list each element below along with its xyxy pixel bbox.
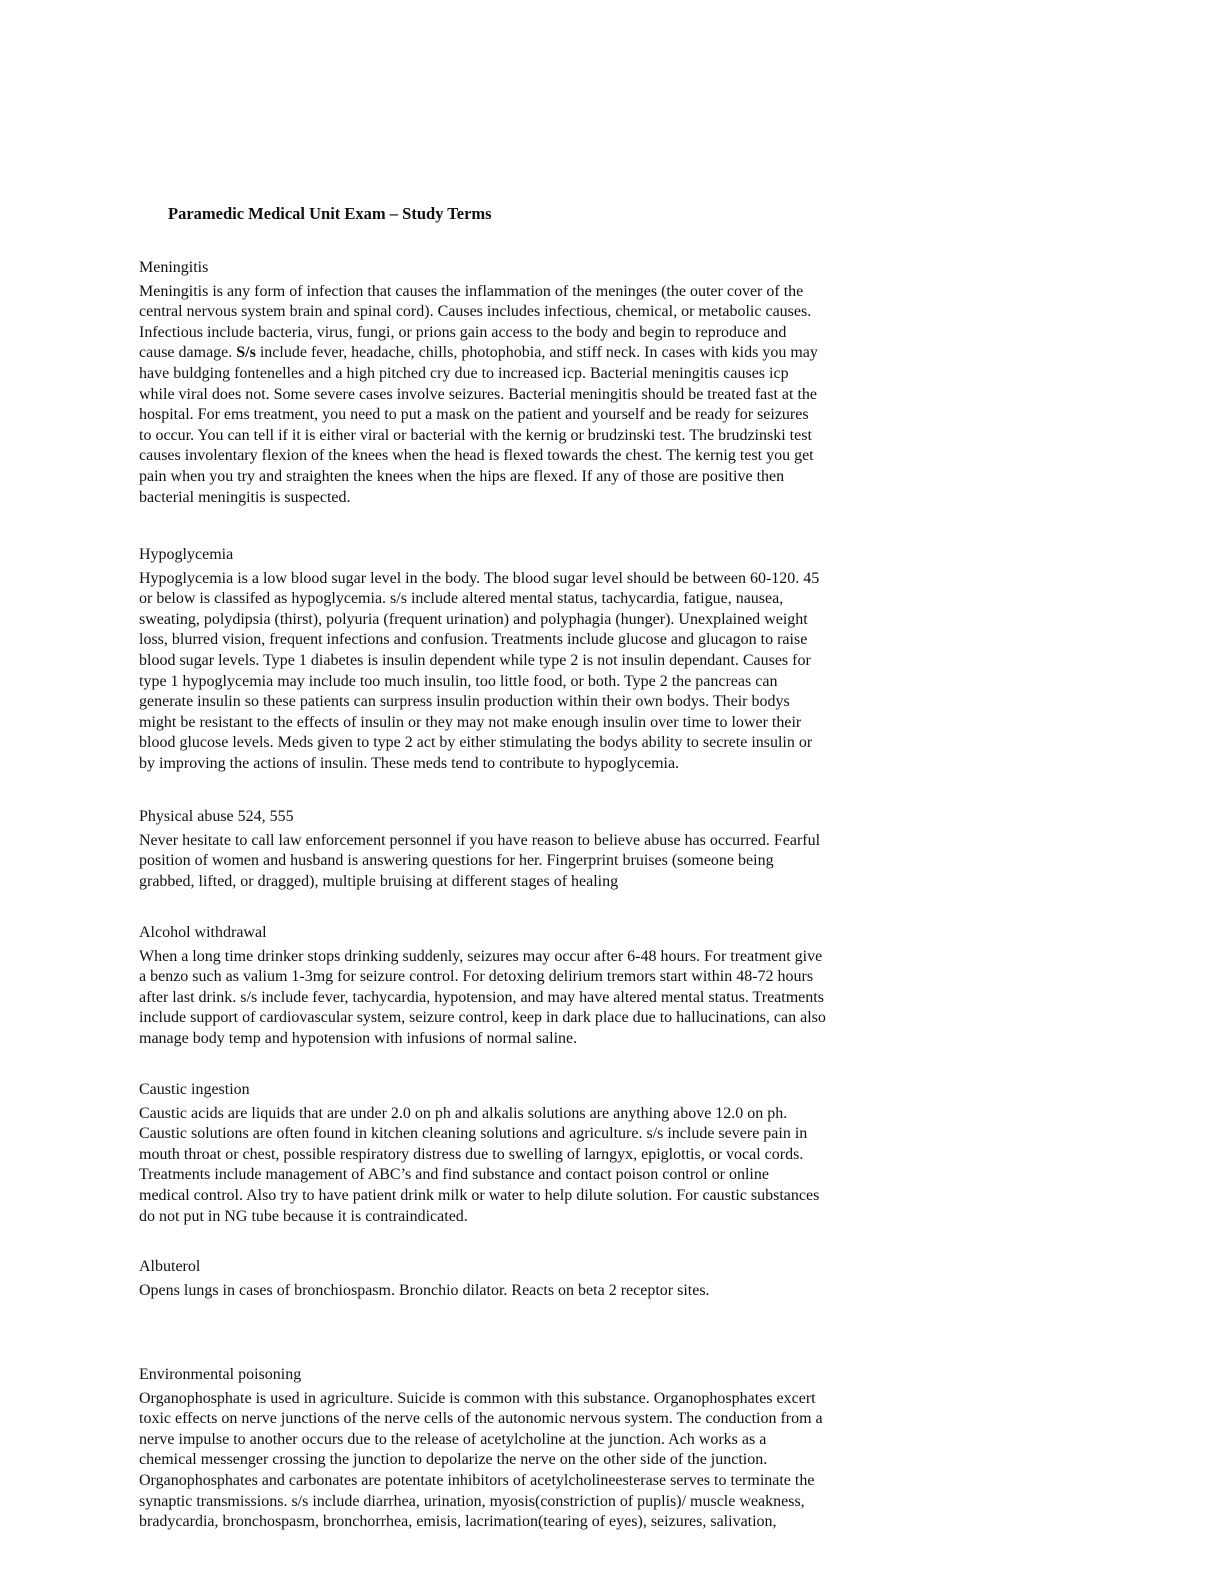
paragraph-line: When a long time drinker stops drinking suddenly, seizures may occur after 6-48 hours. For treatment give [139, 947, 823, 965]
paragraph-line: by improving the actions of insulin. These meds tend to contribute to hypoglycemia. [139, 754, 680, 772]
paragraph-line: hospital. For ems treatment, you need to put a mask on the patient and yourself and be ready for seizures [139, 406, 809, 424]
paragraph-line: generate insulin so these patients can surpress insulin production within their own bodys. Their bodys [139, 693, 790, 711]
paragraph-line: after last drink. s/s include fever, tachycardia, hypotension, and may have altered mental status. Treatments [139, 988, 824, 1006]
paragraph-line: nerve impulse to another occurs due to the release of acetylcholine at the junction. Ach works as a [139, 1430, 767, 1448]
section-heading: Environmental poisoning [139, 1366, 302, 1383]
section-hypoglycemia [139, 545, 899, 775]
paragraph-line: synaptic transmissions. s/s include diarrhea, urination, myosis(constriction of puplis)/ muscle weakness, [139, 1492, 805, 1510]
paragraph-line: Opens lungs in cases of bronchiospasm. Bronchio dilator. Reacts on beta 2 receptor sites. [139, 1281, 710, 1299]
paragraph-line: grabbed, lifted, or dragged), multiple bruising at different stages of healing [139, 872, 619, 890]
line-text: include fever, headache, chills, photophobia, and stiff neck. In cases with kids you may [255, 344, 818, 362]
paragraph-line: Infectious include bacteria, virus, fungi, or prions gain access to the body and begin to reproduce and [139, 323, 787, 341]
line-text: cause damage. [139, 344, 237, 362]
paragraph-line: position of women and husband is answering questions for her. Fingerprint bruises (someone being [139, 852, 774, 870]
section-heading: Physical abuse 524, 555 [139, 808, 294, 825]
document-title: Paramedic Medical Unit Exam – Study Terms [168, 204, 492, 223]
paragraph-line: do not put in NG tube because it is contraindicated. [139, 1207, 468, 1225]
bold-term: S/s [236, 344, 256, 362]
paragraph-line: to occur. You can tell if it is either viral or bacterial with the kernig or brudzinski test. The brudzinski test [139, 426, 812, 444]
paragraph-line: loss, blurred vision, frequent infections and confusion. Treatments include glucose and glucagon to raise [139, 631, 808, 649]
section-heading: Meningitis [139, 259, 209, 276]
paragraph-line: a benzo such as valium 1-3mg for seizure control. For detoxing delirium tremors start within 48-72 hours [139, 968, 814, 986]
paragraph-line: blood sugar levels. Type 1 diabetes is insulin dependent while type 2 is not insulin dependant. Causes for [139, 651, 811, 669]
paragraph-line: Meningitis is any form of infection that causes the inflammation of the meninges (the outer cover of the [139, 282, 804, 300]
section-alcohol-withdrawal [139, 923, 899, 1050]
paragraph-line: sweating, polydipsia (thirst), polyuria (frequent urination) and polyphagia (hunger). Unexplained weight [139, 610, 808, 628]
paragraph-line: type 1 hypoglycemia may include too much insulin, too little food, or both. Type 2 the pancreas can [139, 672, 778, 690]
paragraph-line: while viral does not. Some severe cases involve seizures. Bacterial meningitis should be treated fast at the [139, 385, 818, 403]
section-heading: Albuterol [139, 1258, 201, 1275]
paragraph-line: might be resistant to the effects of insulin or they may not make enough insulin over time to lower their [139, 713, 802, 731]
section-meningitis [139, 258, 899, 508]
paragraph-line: central nervous system brain and spinal cord). Causes includes infectious, chemical, or metabolic causes. [139, 303, 812, 321]
paragraph-line: Never hesitate to call law enforcement personnel if you have reason to believe abuse has occurred. Fearful [139, 831, 821, 849]
paragraph-line: chemical messenger crossing the junction to depolarize the nerve on the other side of the junction. [139, 1451, 768, 1469]
paragraph-line: manage body temp and hypotension with infusions of normal saline. [139, 1029, 578, 1047]
section-heading: Hypoglycemia [139, 546, 234, 563]
paragraph-line: include support of cardiovascular system, seizure control, keep in dark place due to hallucinations, can also [139, 1009, 826, 1027]
paragraph-line: mouth throat or chest, possible respiratory distress due to swelling of larngyx, epiglottis, or vocal cords. [139, 1145, 804, 1163]
section-physical-abuse [139, 807, 899, 892]
paragraph-line: medical control. Also try to have patient drink milk or water to help dilute solution. For caustic substances [139, 1186, 820, 1204]
section-albuterol [139, 1257, 899, 1301]
paragraph-line: blood glucose levels. Meds given to type 2 act by either stimulating the bodys ability to secrete insulin or [139, 734, 813, 752]
paragraph-line: Treatments include management of ABC’s and find substance and contact poison control or online [139, 1166, 769, 1184]
paragraph-line: or below is classifed as hypoglycemia. s/s include altered mental status, tachycardia, fatigue, nausea, [139, 590, 784, 608]
paragraph-line: pain when you try and straighten the knees when the hips are flexed. If any of those are positive then [139, 467, 785, 485]
section-environmental-poisoning [139, 1365, 899, 1533]
paragraph-line: Hypoglycemia is a low blood sugar level in the body. The blood sugar level should be between 60-120. 45 [139, 569, 820, 587]
paragraph-line: causes involentary flexion of the knees when the head is flexed towards the chest. The kernig test you get [139, 447, 814, 465]
paragraph-line: Organophosphates and carbonates are potentate inhibitors of acetylcholineesterase serves to terminate the [139, 1471, 815, 1489]
paragraph-line: Caustic solutions are often found in kitchen cleaning solutions and agriculture. s/s include severe pain in [139, 1125, 808, 1143]
paragraph-line: have buldging fontenelles and a high pitched cry due to increased icp. Bacterial meningitis causes icp [139, 364, 789, 382]
paragraph-line: toxic effects on nerve junctions of the nerve cells of the autonomic nervous system. The conduction from a [139, 1410, 823, 1428]
section-heading: Caustic ingestion [139, 1081, 250, 1098]
paragraph-line: Caustic acids are liquids that are under 2.0 on ph and alkalis solutions are anything above 12.0 on ph. [139, 1104, 788, 1122]
paragraph-line [139, 343, 899, 364]
section-heading: Alcohol withdrawal [139, 924, 267, 941]
section-caustic-ingestion [139, 1080, 899, 1227]
paragraph-line: Organophosphate is used in agriculture. Suicide is common with this substance. Organophosphates excert [139, 1389, 816, 1407]
paragraph-line: bradycardia, bronchospasm, bronchorrhea, emisis, lacrimation(tearing of eyes), seizures, salivation, [139, 1513, 777, 1531]
paragraph-line: bacterial meningitis is suspected. [139, 488, 351, 506]
